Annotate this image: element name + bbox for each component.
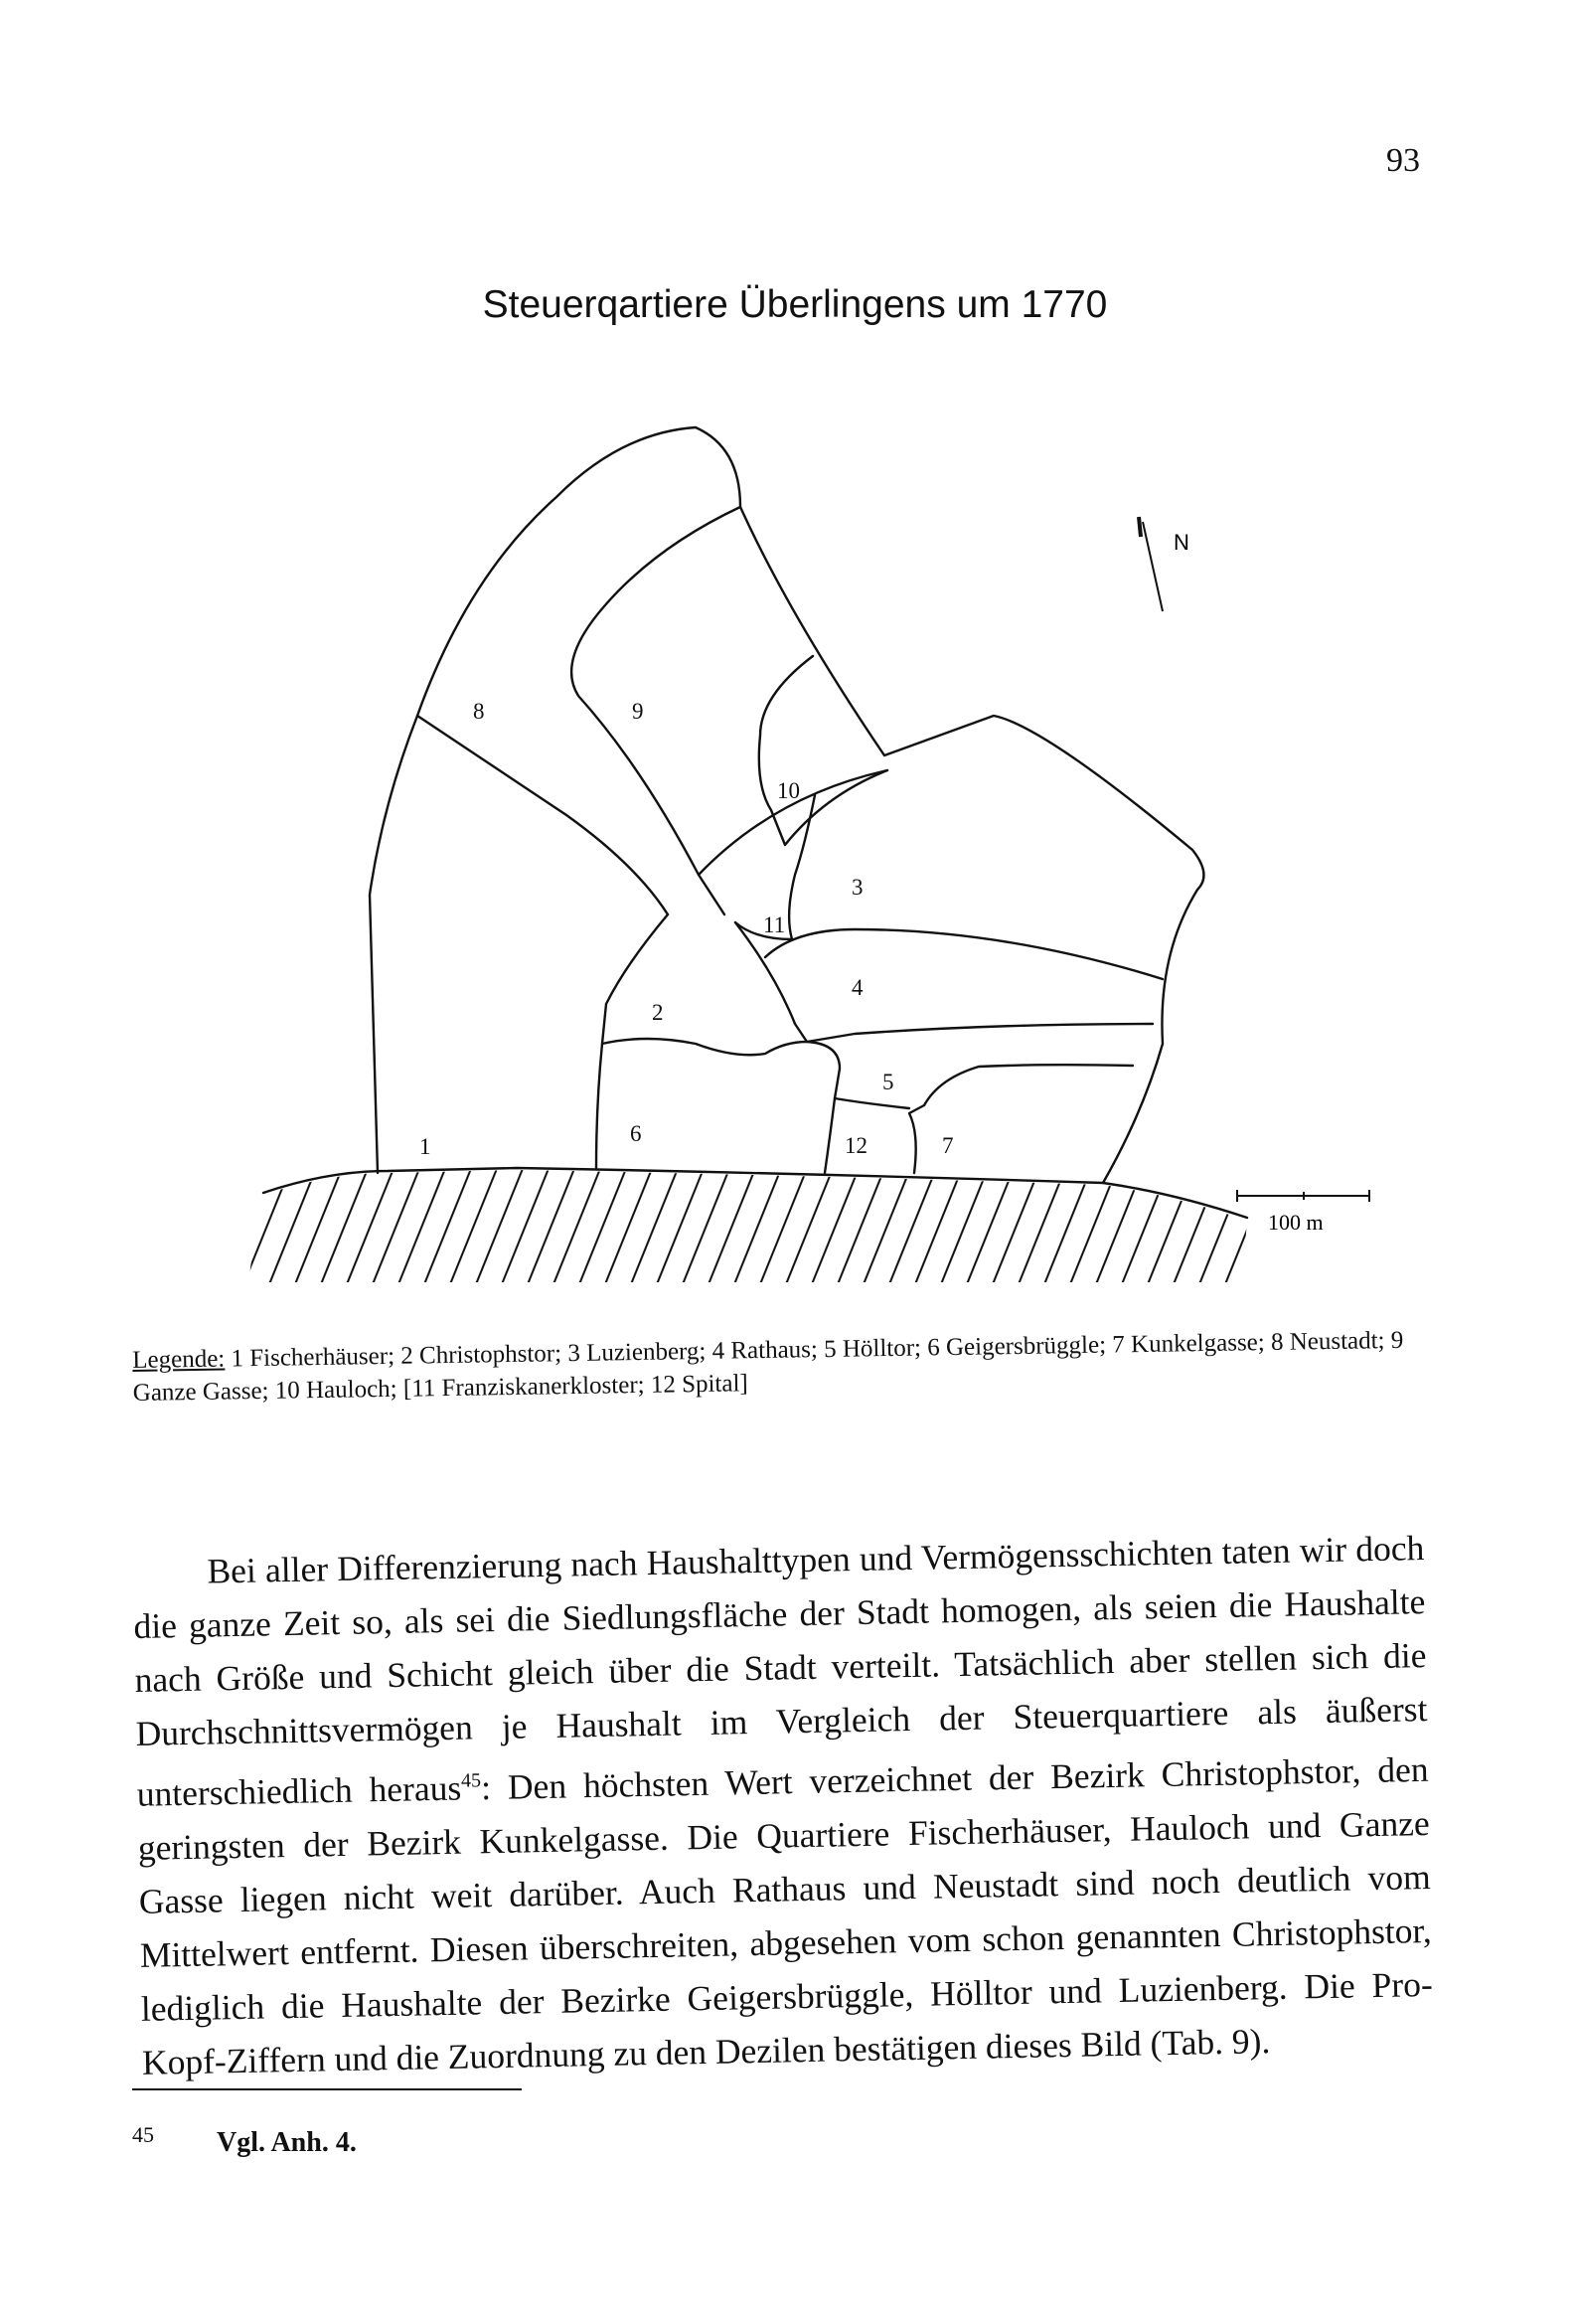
district-number-2: 2 xyxy=(652,1000,664,1025)
map-legend xyxy=(132,1323,1455,1410)
district-number-9: 9 xyxy=(632,699,644,724)
scale-label: 100 m xyxy=(1268,1210,1324,1235)
border-12-left xyxy=(825,1098,835,1173)
district-number-12: 12 xyxy=(845,1133,867,1158)
district-number-7: 7 xyxy=(942,1133,954,1158)
border-6-top xyxy=(602,1024,1153,1055)
footnote-ref: 45 xyxy=(460,1769,482,1792)
district-number-1: 1 xyxy=(419,1134,431,1159)
district-number-8: 8 xyxy=(473,699,485,724)
border-8-1 xyxy=(417,716,668,914)
district-number-4: 4 xyxy=(852,975,864,1000)
north-arrow xyxy=(1139,517,1163,611)
map-title: Steuerqartiere Überlingens um 1770 xyxy=(482,283,1108,326)
footnote-text: Vgl. Anh. 4. xyxy=(217,2127,357,2158)
page-number: 93 xyxy=(1386,142,1420,179)
shore-hatching xyxy=(248,1170,1247,1282)
body-text-part2: : Den höchsten Wert verzeichnet der Bezirk Christophstor, den geringsten der Bezirk Kunkelgasse. Die Quartiere Fischerhäuser, Hauloch und Ganze Gasse liegen nicht weit darüber. Auch Rathaus und Neustadt sind noch deutlich vom Mittelwert entfernt. Diesen überschreiten, abgesehen vom schon genannten Christophstor, lediglich die Haushalte der Bezirke Geigersbrüggle, Hölltor und Luzienberg. Die Pro-Kopf-Ziffern und die Zuordnung zu den Dezilen bestätigen dieses Bild (Tab. 9). xyxy=(137,1748,1434,2082)
footnote-rule xyxy=(132,2088,522,2090)
district-number-10: 10 xyxy=(777,778,800,803)
body-paragraph xyxy=(132,1521,1434,2089)
district-number-11: 11 xyxy=(763,913,786,937)
border-4-left xyxy=(735,922,807,1042)
border-10 xyxy=(759,656,887,845)
district-number-6: 6 xyxy=(630,1121,642,1146)
border-9 xyxy=(571,507,740,914)
district-number-5: 5 xyxy=(882,1070,894,1094)
border-5-7 xyxy=(807,1042,909,1108)
legend-label: Legende: xyxy=(132,1345,226,1374)
scale-bar xyxy=(1237,1190,1369,1202)
district-number-3: 3 xyxy=(852,875,864,900)
border-6-left xyxy=(596,1044,602,1168)
legend-text: 1 Fischerhäuser; 2 Christophstor; 3 Luzienberg; 4 Rathaus; 5 Hölltor; 6 Geigersbrüggle; 7 Kunkelgasse; 8 Neustadt; 9 Ganze Gasse; 10 Hauloch; [11 Franziskanerkloster; 12 Spital] xyxy=(132,1326,1404,1407)
border-11-right xyxy=(789,795,815,939)
footnote-number: 45 xyxy=(132,2122,154,2147)
border-4-top xyxy=(765,929,1163,979)
north-label: N xyxy=(1174,530,1189,555)
body-text-part1: Bei aller Differenzierung nach Haushalttypen und Vermögensschichten taten wir doch die ganze Zeit so, als sei die Siedlungsfläche der Stadt homogen, als seien die Haushalte nach Größe und Schicht gleich über die Stadt verteilt. Tatsächlich aber stellen sich die Durchschnittsvermögen je Haushalt im Vergleich der Steuerquartiere als äußerst unterschiedlich heraus xyxy=(133,1528,1428,1814)
town-outline xyxy=(370,427,1203,1183)
